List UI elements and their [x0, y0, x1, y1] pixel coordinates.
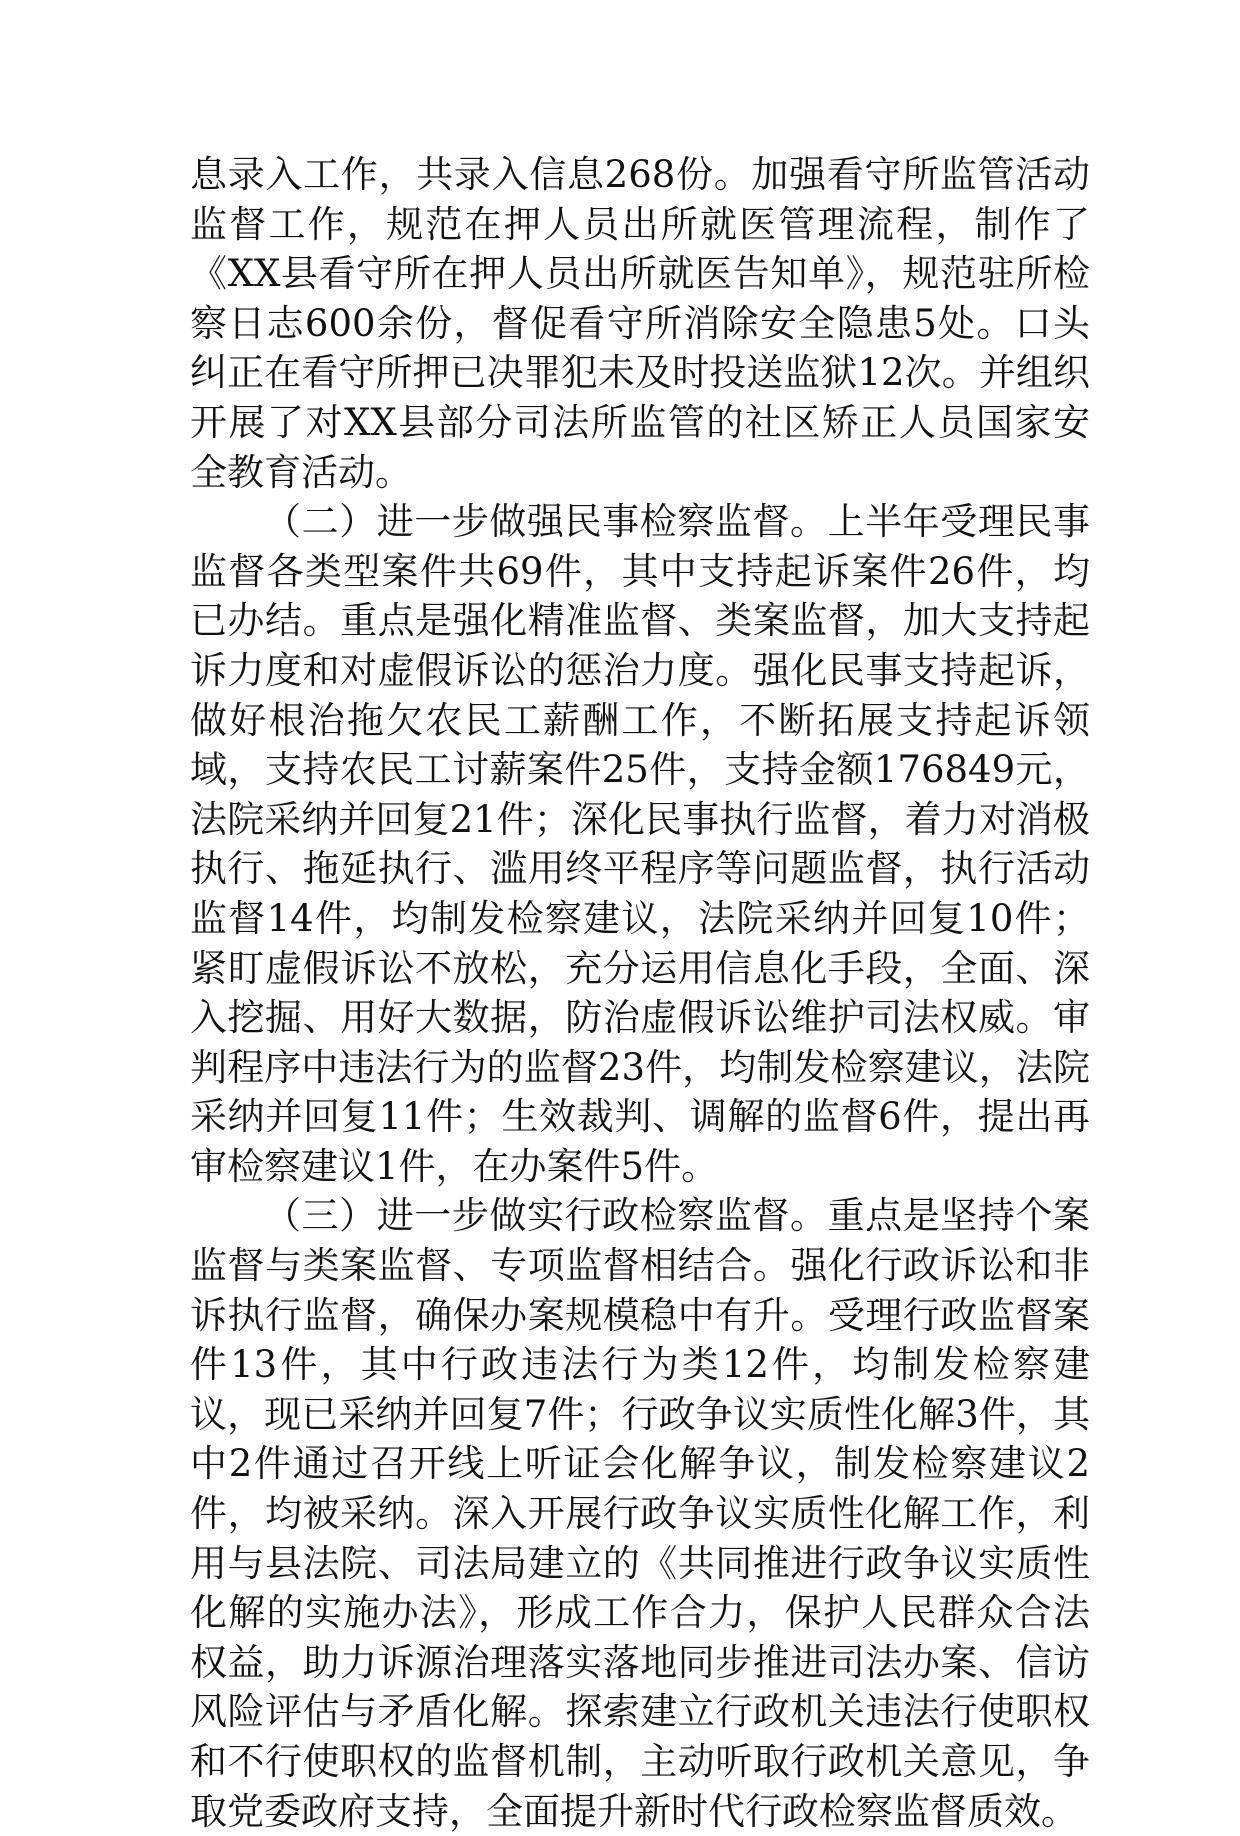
paragraph-administrative-procuratorial-supervision: （三）进一步做实行政检察监督。重点是坚持个案监督与类案监督、专项监督相结合。强化行政诉讼和非诉执行监督，确保办案规模稳中有升。受理行政监督案件13件，其中行政违法行为类12件，均制发检察建议，现已采纳并回复7件；行政争议实质性化解3件，其中2件通过召开线上听证会化解争议，制发检察建议2件，均被采纳。深入开展行政争议实质性化解工作，利用与县法院、司法局建立的《共同推进行政争议实质性化解的实施办法》，形成工作合力，保护人民群众合法权益，助力诉源治理落实落地同步推进司法办案、信访风险评估与矛盾化解。探索建立行政机关违法行使职权和不行使职权的监督机制，主动听取行政机关意见，争取党委政府支持，全面提升新时代行政检察监督质效。 [190, 1194, 1090, 1833]
paragraph-detention-supervision-continued: 息录入工作，共录入信息268份。加强看守所监管活动监督工作，规范在押人员出所就医管理流程，制作了《XX县看守所在押人员出所就医告知单》，规范驻所检察日志600余份，督促看守所消除安全隐患5处。口头纠正在看守所押已决罪犯未及时投送监狱12次。并组织开展了对XX县部分司法所监管的社区矫正人员国家安全教育活动。 [190, 153, 1090, 494]
paragraph-civil-procuratorial-supervision: （二）进一步做强民事检察监督。上半年受理民事监督各类型案件共69件，其中支持起诉案件26件，均已办结。重点是强化精准监督、类案监督，加大支持起诉力度和对虚假诉讼的惩治力度。强化民事支持起诉，做好根治拖欠农民工薪酬工作，不断拓展支持起诉领域，支持农民工讨薪案件25件，支持金额176849元，法院采纳并回复21件；深化民事执行监督，着力对消极执行、拖延执行、滥用终平程序等问题监督，执行活动监督14件，均制发检察建议，法院采纳并回复10件；紧盯虚假诉讼不放松，充分运用信息化手段，全面、深入挖掘、用好大数据，防治虚假诉讼维护司法权威。审判程序中违法行为的监督23件，均制发检察建议，法院采纳并回复11件；生效裁判、调解的监督6件，提出再审检察建议1件，在办案件5件。 [190, 500, 1090, 1188]
document-body [190, 150, 1090, 1836]
